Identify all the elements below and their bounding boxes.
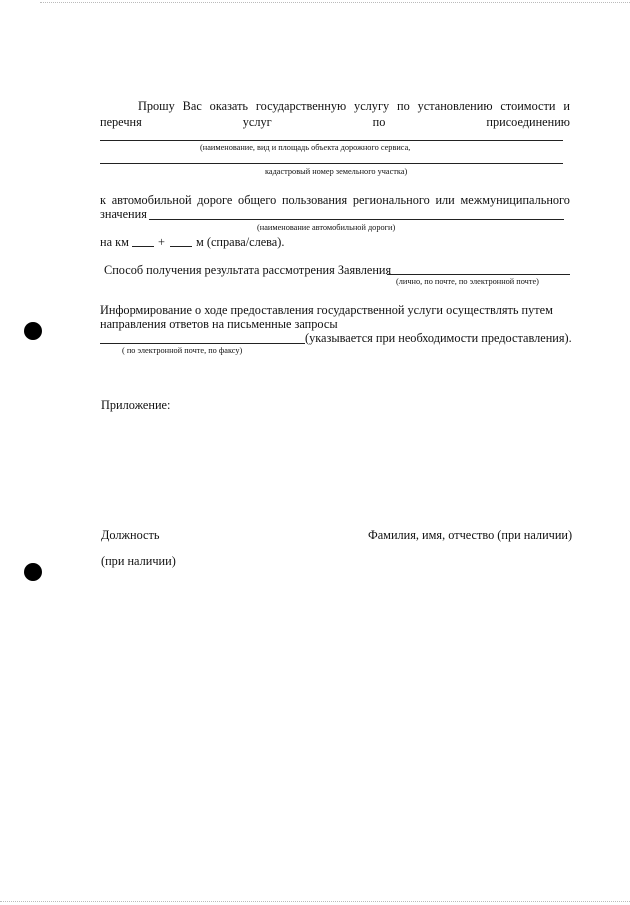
inform-line-3-suffix: (указывается при необходимости предоставления). — [305, 331, 572, 345]
word: по — [397, 99, 410, 113]
punch-hole-bottom — [24, 563, 42, 581]
inform-line-2: направления ответов на письменные запросы — [100, 317, 338, 331]
km-prefix: на км — [100, 235, 129, 249]
inform-line-1: Информирование о ходе предоставления государственной услуги осуществлять путем — [100, 303, 553, 317]
word: Вас — [182, 99, 202, 113]
scan-edge-top — [40, 2, 630, 3]
word: оказать — [209, 99, 249, 113]
word: к — [100, 193, 106, 207]
scan-edge-bottom — [0, 901, 630, 902]
meters-fill-line[interactable] — [170, 246, 192, 247]
word: установлению — [417, 99, 493, 113]
word: автомобильной — [111, 193, 192, 207]
word: государственную — [255, 99, 347, 113]
inform-hint: ( по электронной почте, по факсу) — [122, 346, 243, 355]
road-fill-line[interactable] — [149, 219, 564, 220]
word: услугу — [354, 99, 390, 113]
name-label: Фамилия, имя, отчество (при наличии) — [368, 528, 573, 542]
object-fill-line[interactable] — [100, 140, 563, 141]
road-line-2-label: значения — [100, 207, 147, 221]
object-hint: (наименование, вид и площадь объекта дорожного сервиса, — [200, 143, 411, 152]
word: присоединению — [486, 115, 570, 129]
request-line-2 — [100, 115, 570, 130]
km-fill-line[interactable] — [132, 246, 154, 247]
word: или — [435, 193, 455, 207]
km-plus: + — [158, 235, 165, 249]
attachment-label: Приложение: — [101, 398, 171, 412]
word: стоимости — [500, 99, 556, 113]
road-hint: (наименование автомобильной дороги) — [257, 223, 396, 232]
inform-fill-line[interactable] — [100, 343, 305, 344]
punch-hole-top — [24, 322, 42, 340]
word: Прошу — [138, 99, 175, 113]
cadastral-hint: кадастровый номер земельного участка) — [265, 167, 408, 176]
road-line-1 — [100, 193, 570, 208]
position-note: (при наличии) — [101, 554, 176, 568]
word: дороге — [197, 193, 233, 207]
position-label: Должность — [101, 528, 160, 542]
method-label: Способ получения результата рассмотрения Заявления — [104, 263, 392, 277]
word: межмуниципального — [460, 193, 570, 207]
word: регионального — [352, 193, 430, 207]
word: общего — [238, 193, 277, 207]
method-fill-line[interactable] — [387, 274, 570, 275]
request-line-1 — [138, 99, 570, 114]
word: пользования — [281, 193, 348, 207]
method-hint: (лично, по почте, по электронной почте) — [396, 277, 539, 286]
km-suffix: м (справа/слева). — [196, 235, 285, 249]
cadastral-fill-line[interactable] — [100, 163, 563, 164]
word: перечня — [100, 115, 142, 129]
word: и — [563, 99, 570, 113]
word: услуг — [242, 115, 272, 129]
word: по — [372, 115, 386, 129]
